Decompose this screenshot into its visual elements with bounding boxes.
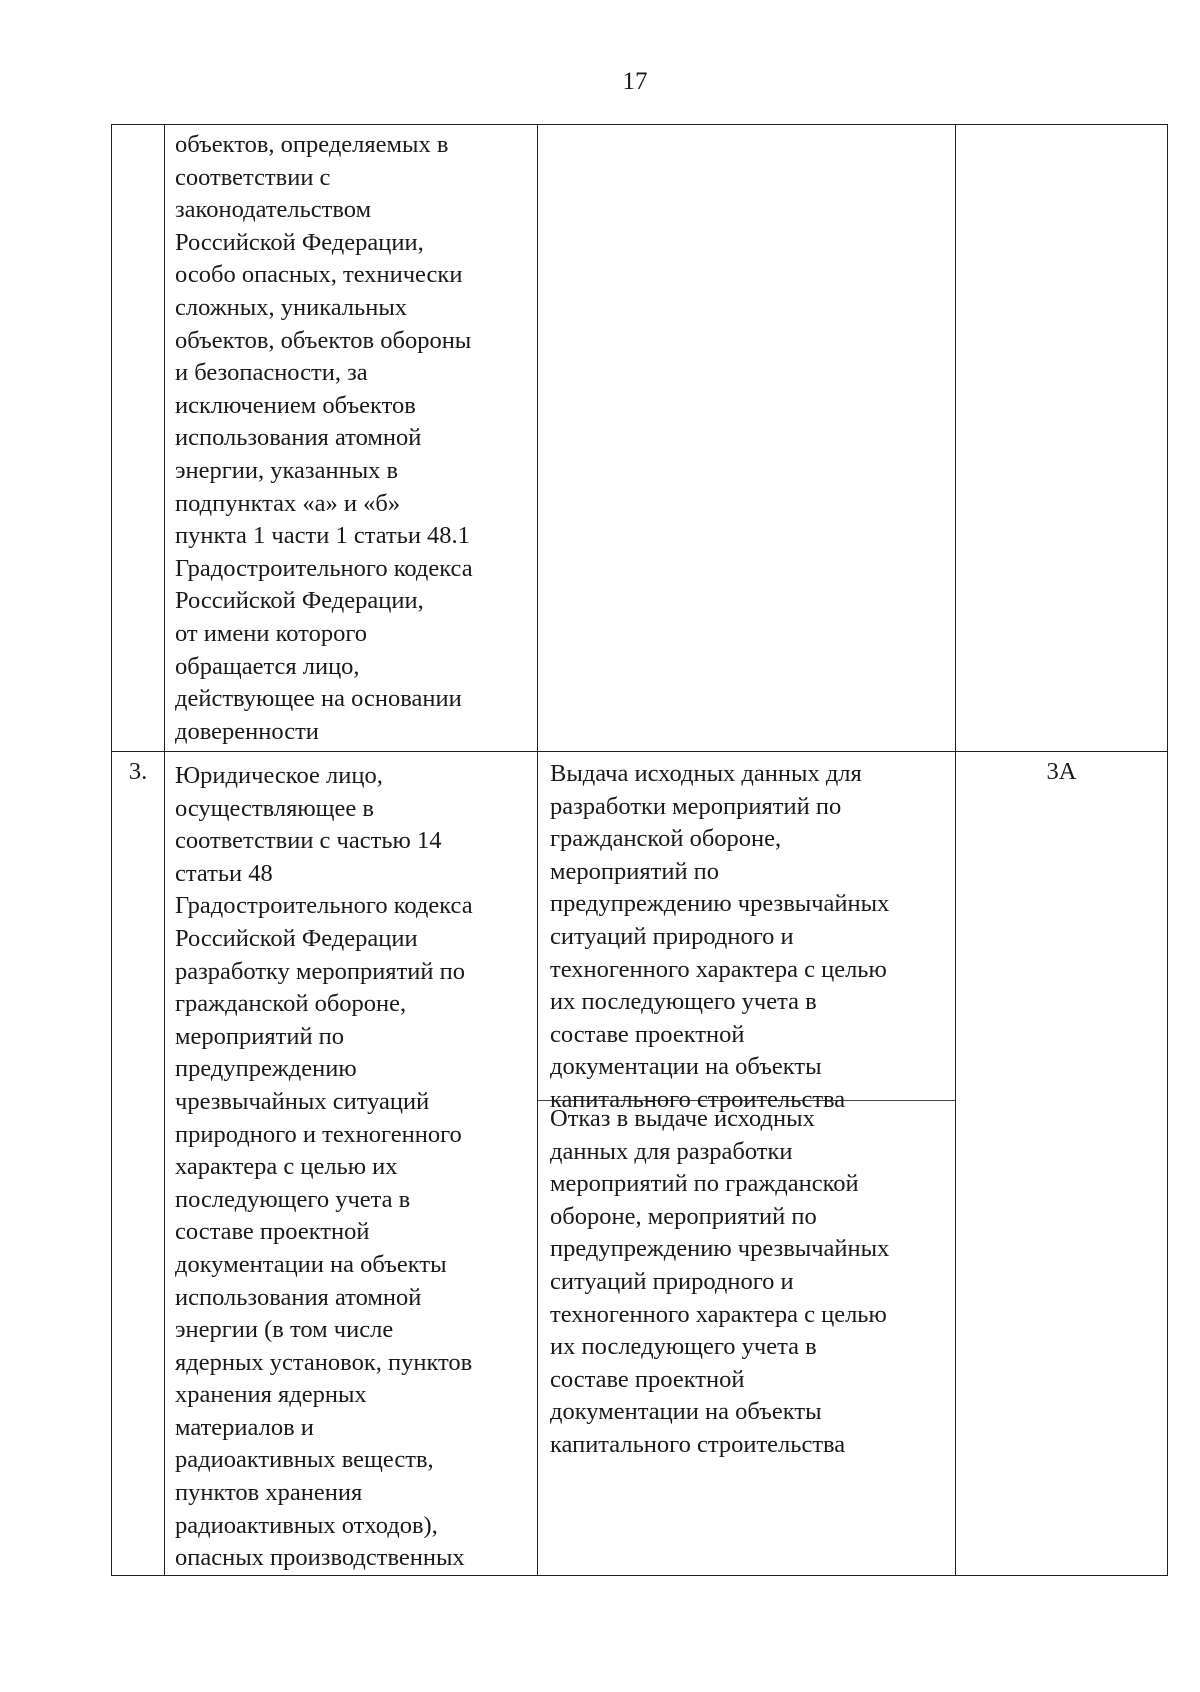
text-line: гражданской обороне, <box>175 990 407 1018</box>
text-line: использования атомной <box>175 1283 422 1311</box>
text-line: Градостроительного кодекса <box>175 892 473 920</box>
text-line: данных для разработки <box>550 1137 793 1165</box>
text-line: доверенности <box>175 717 319 745</box>
text-line: радиоактивных веществ, <box>175 1446 434 1474</box>
text-line: документации на объекты <box>550 1053 822 1081</box>
text-line: объектов, определяемых в <box>175 131 449 158</box>
text-line: особо опасных, технически <box>175 261 463 289</box>
text-line: обращается лицо, <box>175 652 360 680</box>
text-line: опасных производственных <box>175 1544 465 1572</box>
text-line: хранения ядерных <box>175 1381 367 1409</box>
text-line: разработку мероприятий по <box>175 957 465 985</box>
text-line: природного и техногенного <box>175 1120 462 1148</box>
text-line: ситуаций природного и <box>550 922 794 950</box>
text-line: и безопасности, за <box>175 359 368 387</box>
text-line: исключением объектов <box>175 391 416 419</box>
text-line: подпунктах «а» и «б» <box>175 489 401 517</box>
services-table <box>111 124 1168 1576</box>
text-line: Выдача исходных данных для <box>550 760 862 787</box>
text-line: энергии (в том числе <box>175 1316 394 1344</box>
code-cell <box>956 125 1168 752</box>
text-line: составе проектной <box>550 1020 745 1048</box>
text-line: Юридическое лицо, <box>175 762 383 789</box>
text-line: предупреждению чрезвычайных <box>550 890 890 918</box>
text-line: последующего учета в <box>175 1185 411 1213</box>
text-line: их последующего учета в <box>550 1333 817 1361</box>
text-line: разработки мероприятий по <box>550 792 842 820</box>
code-cell: 3А <box>956 752 1168 1576</box>
text-line: материалов и <box>175 1413 314 1441</box>
text-line: объектов, объектов обороны <box>175 326 472 354</box>
text-line: ядерных установок, пунктов <box>175 1348 473 1376</box>
text-line: соответствии с <box>175 163 331 191</box>
text-line: их последующего учета в <box>550 988 817 1016</box>
text-line: осуществляющее в <box>175 794 374 822</box>
text-line: законодательством <box>175 196 372 224</box>
text-line: мероприятий по <box>550 857 720 885</box>
result-issue-text <box>538 752 955 1113</box>
text-line: действующее на основании <box>175 685 462 713</box>
text-line: Отказ в выдаче исходных <box>550 1105 815 1132</box>
result-refusal-text <box>538 1101 955 1462</box>
text-line: Российской Федерации <box>175 924 418 952</box>
table-row <box>112 752 1168 1576</box>
text-line: пункта 1 части 1 статьи 48.1 <box>175 522 470 550</box>
text-line: предупреждению <box>175 1055 357 1083</box>
text-line: от имени которого <box>175 619 368 647</box>
text-line: предупреждению чрезвычайных <box>550 1235 890 1263</box>
applicant-cell <box>165 752 538 1576</box>
text-line: мероприятий по <box>175 1022 345 1050</box>
text-line: техногенного характера с целью <box>550 955 887 983</box>
text-line: капитального строительства <box>550 1430 846 1458</box>
text-line: Российской Федерации, <box>175 228 424 256</box>
text-line: радиоактивных отходов), <box>175 1511 438 1539</box>
text-line: сложных, уникальных <box>175 293 408 321</box>
applicant-text <box>175 127 537 748</box>
text-line: обороне, мероприятий по <box>550 1202 817 1230</box>
applicant-text <box>175 754 537 1575</box>
text-line: характера с целью их <box>175 1153 398 1181</box>
text-line: составе проектной <box>175 1218 370 1246</box>
text-line: техногенного характера с целью <box>550 1300 887 1328</box>
result-cell <box>538 752 956 1576</box>
text-line: мероприятий по гражданской <box>550 1170 859 1198</box>
text-line: пунктов хранения <box>175 1479 363 1507</box>
text-line: составе проектной <box>550 1365 745 1393</box>
page-number: 17 <box>622 68 648 95</box>
text-line: Градостроительного кодекса <box>175 554 473 582</box>
text-line: ситуаций природного и <box>550 1267 794 1295</box>
text-line: документации на объекты <box>550 1398 822 1426</box>
text-line: энергии, указанных в <box>175 456 399 484</box>
text-line: статьи 48 <box>175 859 273 887</box>
text-line: чрезвычайных ситуаций <box>175 1087 430 1115</box>
row-number-cell: 3. <box>112 752 165 1576</box>
text-line: капитального строительства <box>550 1085 846 1113</box>
applicant-cell <box>165 125 538 752</box>
text-line: использования атомной <box>175 424 422 452</box>
text-line: гражданской обороне, <box>550 825 782 853</box>
text-line: документации на объекты <box>175 1250 447 1278</box>
text-line: соответствии с частью 14 <box>175 827 442 855</box>
text-line: Российской Федерации, <box>175 587 424 615</box>
row-number-cell <box>112 125 165 752</box>
table-row <box>112 125 1168 752</box>
result-cell <box>538 125 956 752</box>
